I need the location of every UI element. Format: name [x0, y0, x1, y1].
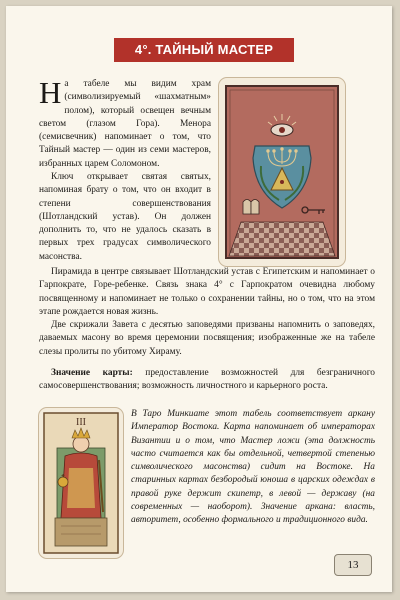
card-numeral: III	[76, 417, 86, 428]
minchiate-paragraph	[131, 408, 375, 528]
key-paragraph	[39, 171, 211, 264]
emperor-card-image	[39, 408, 123, 558]
tablets-paragraph	[39, 319, 375, 359]
tablets-icon	[243, 200, 259, 215]
card-meaning-paragraph	[39, 367, 375, 394]
card-meaning-text: предоставление возможностей для безграничного самосовершенствования; возможность личностного и карьерного роста.	[39, 368, 375, 392]
drop-cap: Н	[39, 75, 62, 110]
minchiate-text: В Таро Минкиате этот табель соответствует аркану Император Востока. Карта напоминает об императорах Византии и о том, что Мастер ложи (эта должность часто считается как бы отдельной, четвертой степенью символического масонства) сидит на Востоке. На старинных картах безбородый юноша в царских одеждах в правой руке держит скипетр, в левой — державу (на современных — наоборот). Значение аркана: власть, авторитет, особенно формального и традиционного вида.	[131, 409, 375, 526]
intro-paragraph	[39, 75, 211, 171]
page-number: 13	[334, 554, 372, 576]
intro-text: а табеле мы видим храм (символизируемый «шахматным» полом), который освещен вечным светом (глазом Гора). Менора (семисвечник) напоминает о том, что Тайный мастер — один из семи мастеров, избранных царем Соломоном.	[39, 79, 211, 169]
tracing-board-image	[219, 78, 345, 266]
pyramid-paragraph	[39, 266, 375, 319]
minchiate-card-frame	[38, 407, 124, 559]
tablets-text: Две скрижали Завета с десятью заповедями призваны напомнить о заповедях, даваемых масону во время церемонии посвящения; изображенные же на табеле слезы пролиты по убитому Хираму.	[39, 320, 375, 357]
page-title: 4°. ТАЙНЫЙ МАСТЕР	[114, 38, 294, 62]
key-text: Ключ открывает святая святых, напоминая брату о том, что он входит в степени совершенствования (Шотландский устав). Он должен дополнить то, что не удалось сказать в первых трех градусах символического масонства.	[39, 172, 211, 262]
book-page	[6, 6, 392, 592]
card-meaning-label: Значение карты:	[51, 368, 133, 378]
pyramid-text: Пирамида в центре связывает Шотландский устав с Египетским и напоминает о Гарпократе, Горе-ребенке. Связь знака 4° с Гарпократом очевидна любому посвященному и напоминает не только о сохранении тайны, но о том, что на этом этапе рождается новая жизнь.	[39, 267, 375, 317]
tracing-board-frame	[218, 77, 346, 267]
